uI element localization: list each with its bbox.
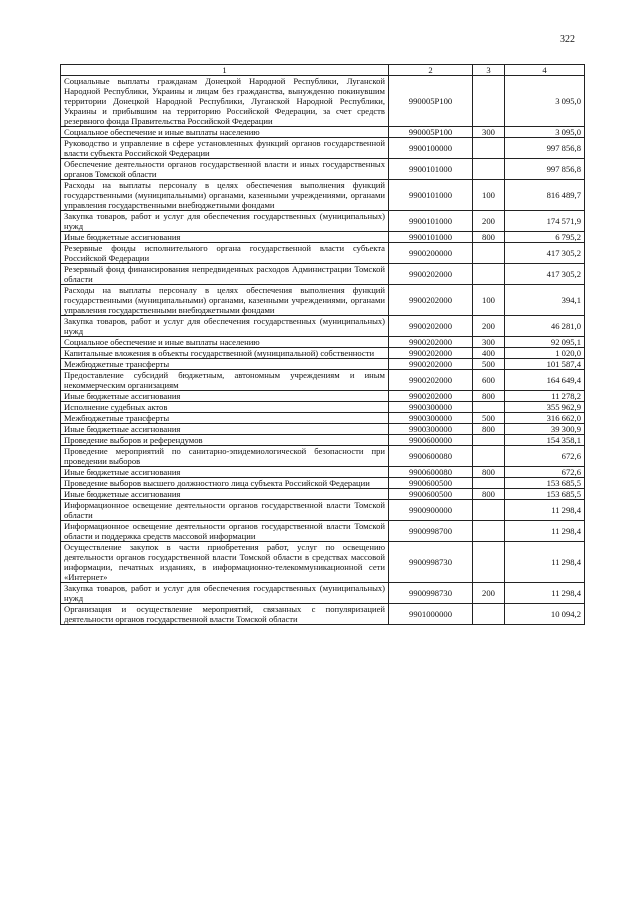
row-name: Исполнение судебных актов — [61, 402, 389, 413]
row-code: 990005Р100 — [389, 127, 473, 138]
row-name: Капитальные вложения в объекты государственной (муниципальной) собственности — [61, 348, 389, 359]
row-expense-type: 800 — [473, 391, 505, 402]
table-row — [61, 402, 585, 413]
row-expense-type — [473, 521, 505, 542]
row-name: Межбюджетные трансферты — [61, 359, 389, 370]
row-sum: 174 571,9 — [505, 211, 585, 232]
row-expense-type — [473, 435, 505, 446]
row-expense-type — [473, 243, 505, 264]
row-sum: 672,6 — [505, 446, 585, 467]
table-row — [61, 232, 585, 243]
row-name: Социальное обеспечение и иные выплаты населению — [61, 337, 389, 348]
row-expense-type — [473, 159, 505, 180]
row-expense-type — [473, 76, 505, 127]
row-expense-type: 300 — [473, 337, 505, 348]
row-sum: 672,6 — [505, 467, 585, 478]
table-row — [61, 316, 585, 337]
row-name: Руководство и управление в сфере установленных функций органов государственной власти субъекта Российской Федерации — [61, 138, 389, 159]
row-sum: 153 685,5 — [505, 489, 585, 500]
table-row — [61, 359, 585, 370]
row-name: Осуществление закупок в части приобретения работ, услуг по освещению деятельности органов государственной власти Томской области в средствах массовой информации, печатных изданиях, в информационно-телекоммуникационной сети «Интернет» — [61, 542, 389, 583]
row-code: 9901000000 — [389, 604, 473, 625]
row-expense-type — [473, 500, 505, 521]
row-sum: 11 298,4 — [505, 583, 585, 604]
row-code: 9900202000 — [389, 370, 473, 391]
row-name: Проведение мероприятий по санитарно-эпидемиологической безопасности при проведении выборов — [61, 446, 389, 467]
row-sum: 39 300,9 — [505, 424, 585, 435]
row-sum: 417 305,2 — [505, 264, 585, 285]
row-code: 9900300000 — [389, 402, 473, 413]
row-code: 9900202000 — [389, 337, 473, 348]
table-row — [61, 159, 585, 180]
budget-table — [60, 64, 585, 625]
row-code: 9900998700 — [389, 521, 473, 542]
row-expense-type: 200 — [473, 316, 505, 337]
row-expense-type — [473, 138, 505, 159]
row-code: 9900600500 — [389, 489, 473, 500]
row-name: Расходы на выплаты персоналу в целях обеспечения выполнения функций государственными (муниципальными) органами, казенными учреждениями, органами управления государственными внебюджетными фондами — [61, 180, 389, 211]
row-code: 9900200000 — [389, 243, 473, 264]
row-code: 9900202000 — [389, 264, 473, 285]
table-row — [61, 127, 585, 138]
row-expense-type — [473, 542, 505, 583]
row-expense-type — [473, 402, 505, 413]
row-name: Резервные фонды исполнительного органа государственной власти субъекта Российской Федерации — [61, 243, 389, 264]
row-name: Межбюджетные трансферты — [61, 413, 389, 424]
row-code: 9900600500 — [389, 478, 473, 489]
row-sum: 10 094,2 — [505, 604, 585, 625]
table-row — [61, 370, 585, 391]
row-sum: 11 298,4 — [505, 500, 585, 521]
row-sum: 816 489,7 — [505, 180, 585, 211]
row-name: Расходы на выплаты персоналу в целях обеспечения выполнения функций государственными (муниципальными) органами, казенными учреждениями, органами управления государственными внебюджетными фондами — [61, 285, 389, 316]
row-name: Информационное освещение деятельности органов государственной власти Томской области — [61, 500, 389, 521]
row-expense-type: 200 — [473, 583, 505, 604]
table-row — [61, 424, 585, 435]
table-row — [61, 138, 585, 159]
table-row — [61, 435, 585, 446]
row-sum: 164 649,4 — [505, 370, 585, 391]
row-sum: 316 662,0 — [505, 413, 585, 424]
row-name: Организация и осуществление мероприятий, связанных с популяризацией деятельности органов государственной власти Томской области — [61, 604, 389, 625]
row-sum: 11 278,2 — [505, 391, 585, 402]
table-row — [61, 211, 585, 232]
row-name: Обеспечение деятельности органов государственной власти и иных государственных органов Томской области — [61, 159, 389, 180]
row-name: Закупка товаров, работ и услуг для обеспечения государственных (муниципальных) нужд — [61, 583, 389, 604]
row-sum: 1 020,0 — [505, 348, 585, 359]
row-code: 9900202000 — [389, 391, 473, 402]
table-row — [61, 76, 585, 127]
table-row — [61, 413, 585, 424]
row-code: 9900101000 — [389, 232, 473, 243]
row-expense-type: 500 — [473, 359, 505, 370]
table-row — [61, 337, 585, 348]
row-code: 9900101000 — [389, 211, 473, 232]
row-code: 9900600080 — [389, 467, 473, 478]
table-row — [61, 180, 585, 211]
row-code: 9900202000 — [389, 359, 473, 370]
row-expense-type: 500 — [473, 413, 505, 424]
table-row — [61, 467, 585, 478]
row-code: 9900300000 — [389, 413, 473, 424]
table-row — [61, 478, 585, 489]
row-code: 9900300000 — [389, 424, 473, 435]
row-expense-type: 300 — [473, 127, 505, 138]
page-number: 322 — [560, 34, 575, 45]
table-row — [61, 391, 585, 402]
row-code: 9900202000 — [389, 285, 473, 316]
table-row — [61, 500, 585, 521]
row-expense-type: 100 — [473, 180, 505, 211]
row-expense-type — [473, 446, 505, 467]
row-code: 990005Р100 — [389, 76, 473, 127]
row-expense-type: 800 — [473, 424, 505, 435]
row-name: Иные бюджетные ассигнования — [61, 489, 389, 500]
table-body — [61, 76, 585, 625]
table-row — [61, 243, 585, 264]
row-name: Социальное обеспечение и иные выплаты населению — [61, 127, 389, 138]
row-expense-type — [473, 478, 505, 489]
row-sum: 46 281,0 — [505, 316, 585, 337]
row-sum: 92 095,1 — [505, 337, 585, 348]
row-name: Закупка товаров, работ и услуг для обеспечения государственных (муниципальных) нужд — [61, 211, 389, 232]
header-row — [61, 65, 585, 76]
row-sum: 997 856,8 — [505, 138, 585, 159]
table-row — [61, 604, 585, 625]
row-sum: 153 685,5 — [505, 478, 585, 489]
row-expense-type: 800 — [473, 489, 505, 500]
row-name: Иные бюджетные ассигнования — [61, 467, 389, 478]
row-sum: 11 298,4 — [505, 521, 585, 542]
row-name: Проведение выборов высшего должностного лица субъекта Российской Федерации — [61, 478, 389, 489]
table-row — [61, 521, 585, 542]
table-row — [61, 285, 585, 316]
table-row — [61, 348, 585, 359]
row-expense-type: 100 — [473, 285, 505, 316]
row-name: Информационное освещение деятельности органов государственной власти Томской области и поддержка средств массовой информации — [61, 521, 389, 542]
row-name: Резервный фонд финансирования непредвиденных расходов Администрации Томской области — [61, 264, 389, 285]
row-sum: 997 856,8 — [505, 159, 585, 180]
row-sum: 394,1 — [505, 285, 585, 316]
row-expense-type — [473, 604, 505, 625]
row-expense-type — [473, 264, 505, 285]
row-sum: 417 305,2 — [505, 243, 585, 264]
table-row — [61, 583, 585, 604]
row-expense-type: 800 — [473, 232, 505, 243]
row-expense-type: 800 — [473, 467, 505, 478]
row-sum: 3 095,0 — [505, 127, 585, 138]
table-row — [61, 489, 585, 500]
table-row — [61, 542, 585, 583]
row-code: 9900101000 — [389, 159, 473, 180]
row-expense-type: 400 — [473, 348, 505, 359]
row-code: 9900100000 — [389, 138, 473, 159]
row-name: Закупка товаров, работ и услуг для обеспечения государственных (муниципальных) нужд — [61, 316, 389, 337]
table-row — [61, 264, 585, 285]
header-col-type: 3 — [473, 65, 505, 76]
row-sum: 11 298,4 — [505, 542, 585, 583]
row-code: 9900998730 — [389, 583, 473, 604]
row-sum: 6 795,2 — [505, 232, 585, 243]
row-name: Предоставление субсидий бюджетным, автономным учреждениям и иным некоммерческим организациям — [61, 370, 389, 391]
row-code: 9900900000 — [389, 500, 473, 521]
row-code: 9900202000 — [389, 348, 473, 359]
row-code: 9900202000 — [389, 316, 473, 337]
row-name: Социальные выплаты гражданам Донецкой Народной Республики, Луганской Народной Республики, Украины и лицам без гражданства, вынужденно покинувшим территории Донецкой Народной Республики, Луганской Народной Республики, Украины и прибывшим на территорию Российской Федерации, за счет средств резервного фонда Правительства Российской Федерации — [61, 76, 389, 127]
row-sum: 101 587,4 — [505, 359, 585, 370]
header-col-sum: 4 — [505, 65, 585, 76]
row-expense-type: 600 — [473, 370, 505, 391]
header-col-code: 2 — [389, 65, 473, 76]
row-name: Проведение выборов и референдумов — [61, 435, 389, 446]
header-col-name: 1 — [61, 65, 389, 76]
row-code: 9900998730 — [389, 542, 473, 583]
table-row — [61, 446, 585, 467]
row-sum: 3 095,0 — [505, 76, 585, 127]
row-sum: 154 358,1 — [505, 435, 585, 446]
row-code: 9900600080 — [389, 446, 473, 467]
row-sum: 355 962,9 — [505, 402, 585, 413]
row-code: 9900101000 — [389, 180, 473, 211]
row-name: Иные бюджетные ассигнования — [61, 424, 389, 435]
row-name: Иные бюджетные ассигнования — [61, 232, 389, 243]
row-expense-type: 200 — [473, 211, 505, 232]
row-code: 9900600000 — [389, 435, 473, 446]
row-name: Иные бюджетные ассигнования — [61, 391, 389, 402]
